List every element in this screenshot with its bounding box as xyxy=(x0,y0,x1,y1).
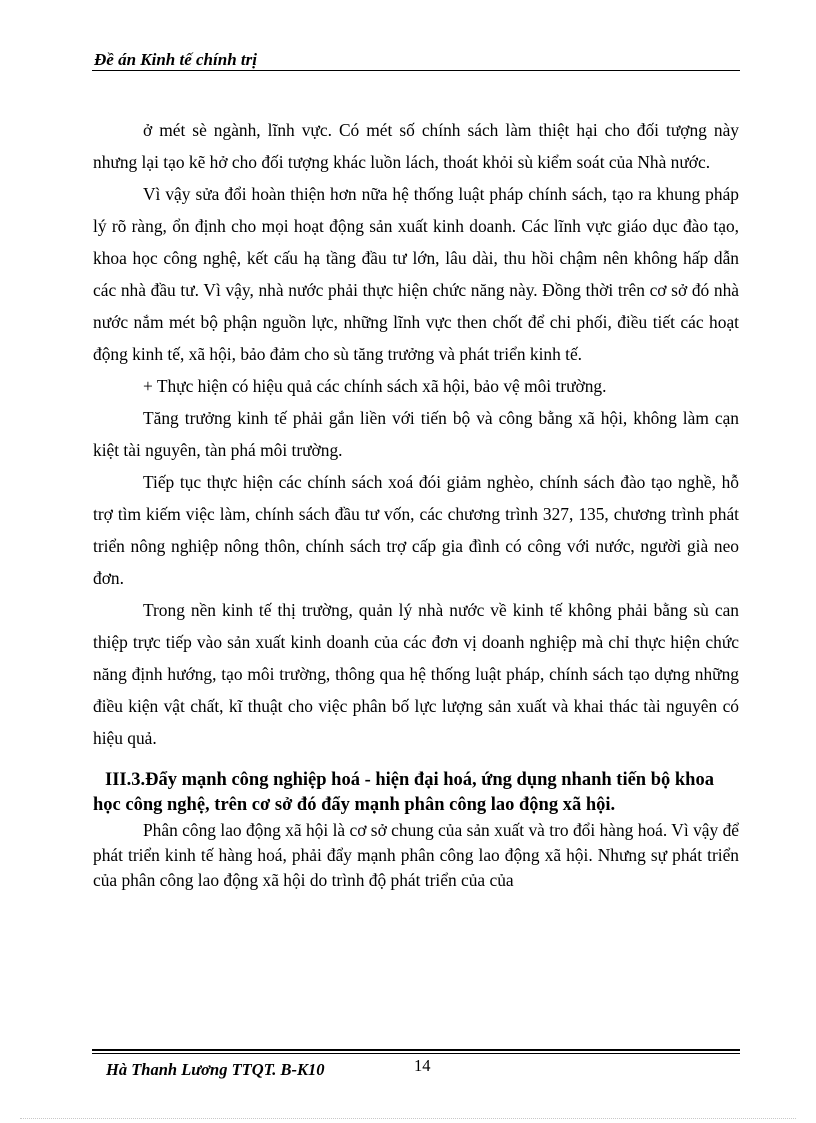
section-heading: III.3.Đẩy mạnh công nghiệp hoá - hiện đại hoá, ứng dụng nhanh tiến bộ khoa học công nghệ, trên cơ sở đó đẩy mạnh phân công lao động xã hội. xyxy=(93,770,714,815)
page-edge-divider xyxy=(20,1118,796,1119)
paragraph-1: ở mét sè ngành, lĩnh vực. Có mét số chính sách làm thiệt hại cho đối tượng này nhưng lại tạo kẽ hở cho đối tượng khác luồn lách, thoát khỏi sù kiểm soát của Nhà nước. xyxy=(93,120,739,172)
document-body xyxy=(93,114,739,893)
paragraph-3: + Thực hiện có hiệu quả các chính sách xã hội, bảo vệ môi trường. xyxy=(143,376,607,396)
header-title: Đề án Kinh tế chính trị xyxy=(94,50,257,69)
paragraph-4: Tăng trưởng kinh tế phải gắn liền với tiến bộ và công bằng xã hội, không làm cạn kiệt tài nguyên, tàn phá môi trường. xyxy=(93,408,739,460)
page-header xyxy=(92,50,740,71)
paragraph-7: Phân công lao động xã hội là cơ sở chung của sản xuất và tro đổi hàng hoá. Vì vậy để phát triển kinh tế hàng hoá, phải đẩy mạnh phân công lao động xã hội. Nhưng sự phát triển của phân công lao động xã hội do trình độ phát triển của của xyxy=(93,820,739,890)
header-rule xyxy=(92,70,740,71)
footer-author: Hà Thanh Lương TTQT. B-K10 xyxy=(106,1060,325,1079)
page-footer xyxy=(92,1049,740,1078)
footer-rule-thick xyxy=(92,1049,740,1051)
page-number: 14 xyxy=(414,1056,431,1075)
paragraph-6: Trong nền kinh tế thị trường, quản lý nhà nước về kinh tế không phải bằng sù can thiệp trực tiếp vào sản xuất kinh doanh của các đơn vị doanh nghiệp mà chỉ thực hiện chức năng định hướng, tạo môi trường, thông qua hệ thống luật pháp, chính sách tạo dựng những điều kiện vật chất, kĩ thuật cho việc phân bố lực lượng sản xuất và khai thác tài nguyên có hiệu quả. xyxy=(93,600,739,748)
paragraph-5: Tiếp tục thực hiện các chính sách xoá đói giảm nghèo, chính sách đào tạo nghề, hỗ trợ tìm kiếm việc làm, chính sách đầu tư vốn, các chương trình 327, 135, chương trình phát triển nông nghiệp nông thôn, chính sách trợ cấp gia đình có công với nước, người già neo đơn. xyxy=(93,472,739,588)
footer-row xyxy=(92,1054,740,1078)
paragraph-2: Vì vậy sửa đổi hoàn thiện hơn nữa hệ thống luật pháp chính sách, tạo ra khung pháp lý rõ ràng, ổn định cho mọi hoạt động sản xuất kinh doanh. Các lĩnh vực giáo dục đào tạo, khoa học công nghệ, kết cấu hạ tầng đầu tư lớn, lâu dài, thu hồi chậm nên không hấp dẫn các nhà đầu tư. Vì vậy, nhà nước phải thực hiện chức năng này. Đồng thời trên cơ sở đó nhà nước nắm mét bộ phận nguồn lực, những lĩnh vực then chốt để chi phối, điều tiết các hoạt động kinh tế, xã hội, bảo đảm cho sù tăng trưởng và phát triển kinh tế. xyxy=(93,184,739,364)
